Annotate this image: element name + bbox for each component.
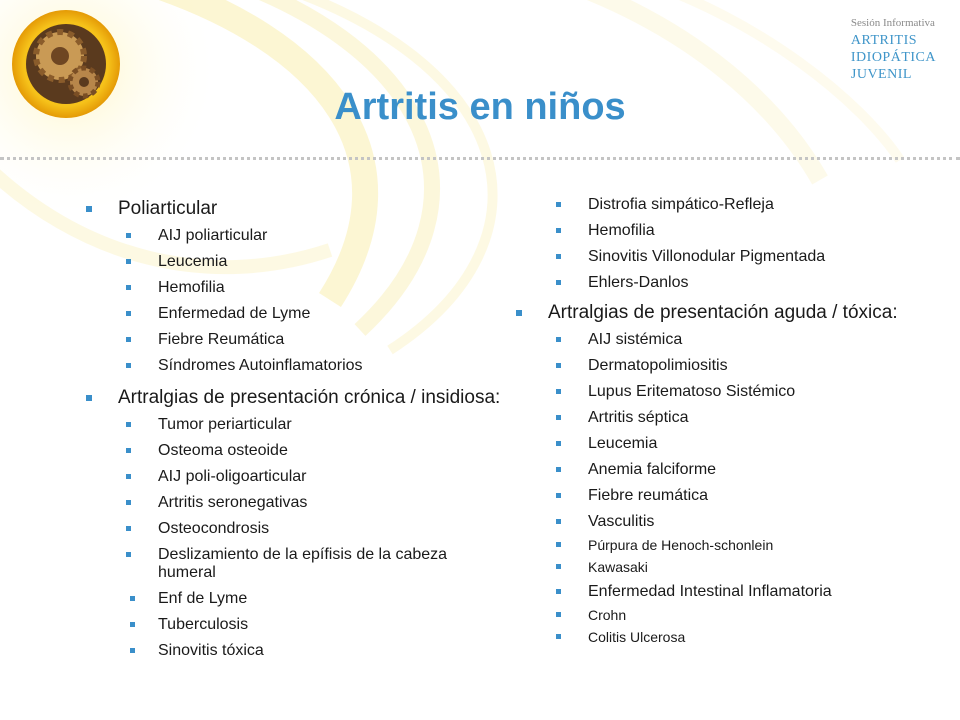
list-item: [126, 546, 506, 582]
bullet-icon: [556, 337, 561, 342]
list-item-text: Colitis Ulcerosa: [588, 629, 686, 645]
slide-title: Artritis en niños: [334, 86, 626, 128]
list-item-text: Enfermedad de Lyme: [158, 305, 311, 322]
list-item: [126, 442, 506, 460]
list-item-text: Hemofilia: [588, 222, 655, 239]
topic-line-1: ARTRITIS: [850, 33, 918, 48]
right-column: [516, 194, 936, 645]
list-item: [556, 331, 936, 349]
list-item: [556, 559, 936, 575]
bullet-icon: [126, 552, 131, 557]
list-item: [556, 513, 936, 531]
bullet-icon: [126, 311, 131, 316]
bullet-icon: [126, 474, 131, 479]
list-item-text: Síndromes Autoinflamatorios: [158, 357, 363, 374]
list-item-text: Vasculitis: [588, 513, 655, 530]
list-item: [556, 537, 936, 553]
list-item-text: Tumor periarticular: [158, 416, 292, 433]
bullet-icon: [126, 285, 131, 290]
bullet-icon: [556, 519, 561, 524]
list-item-text: Enfermedad Intestinal Inflamatoria: [588, 583, 832, 600]
list-item-text: Leucemia: [158, 253, 228, 270]
list-item-text: AIJ poli-oligoarticular: [158, 468, 307, 485]
bullet-icon: [556, 467, 561, 472]
list-item: [86, 198, 506, 219]
list-item: [516, 302, 936, 323]
list-item-text: Anemia falciforme: [588, 461, 717, 478]
list-item: [556, 222, 936, 240]
group-label-poliarticular: Poliarticular: [118, 198, 218, 219]
list-item-text: Kawasaki: [588, 559, 648, 575]
bullet-icon: [556, 493, 561, 498]
list-item-text: Distrofia simpático-Refleja: [588, 196, 774, 213]
list-item: [126, 331, 506, 349]
list-item: [556, 629, 936, 645]
list-item: [556, 383, 936, 401]
bullet-icon: [556, 254, 561, 259]
list-item-text: Osteoma osteoide: [158, 442, 288, 459]
list-item-text: Leucemia: [588, 435, 658, 452]
list-item-text: Crohn: [588, 607, 627, 623]
bullet-icon: [556, 280, 561, 285]
list-item-text: Fiebre reumática: [588, 487, 709, 504]
list-item-text: Fiebre Reumática: [158, 331, 285, 348]
bullet-icon: [556, 389, 561, 394]
list-item: [126, 520, 506, 538]
list-item: [126, 416, 506, 434]
left-column: [86, 194, 506, 660]
list-item-text: Ehlers-Danlos: [588, 274, 689, 291]
bullet-icon: [130, 648, 135, 653]
group-label-aguda: Artralgias de presentación aguda / tóxica:: [548, 302, 898, 323]
list-item-text: Sinovitis tóxica: [158, 642, 264, 659]
list-item: [126, 279, 506, 297]
list-item: [126, 253, 506, 271]
list-item: [126, 468, 506, 486]
list-item-text: Lupus Eritematoso Sistémico: [588, 383, 796, 400]
bullet-icon: [126, 363, 131, 368]
list-item: [556, 274, 936, 292]
bullet-icon: [556, 202, 561, 207]
list-item: [130, 642, 506, 660]
list-item-text: Artritis séptica: [588, 409, 689, 426]
list-item-text: Osteocondrosis: [158, 520, 270, 537]
list-item-text: Púrpura de Henoch-schonlein: [588, 537, 774, 553]
list-item: [126, 494, 506, 512]
bullet-icon: [556, 415, 561, 420]
list-item-text: Artritis seronegativas: [158, 494, 308, 511]
list-item-text: Hemofilia: [158, 279, 225, 296]
bullet-icon: [126, 500, 131, 505]
list-item: [556, 607, 936, 623]
bullet-icon: [126, 233, 131, 238]
title-divider: [0, 157, 960, 160]
list-item: [126, 305, 506, 323]
group-label-cronica: Artralgias de presentación crónica / insidiosa:: [118, 387, 501, 408]
list-item-text: AIJ poliarticular: [158, 227, 268, 244]
bullet-icon: [130, 596, 135, 601]
bullet-icon: [126, 422, 131, 427]
topic-line-3: JUVENIL: [850, 67, 912, 82]
bullet-icon: [556, 228, 561, 233]
bullet-icon: [86, 395, 92, 401]
bullet-icon: [556, 589, 561, 594]
list-item: [556, 435, 936, 453]
list-item-text: Deslizamiento de la epífisis de la cabeza humeral: [158, 546, 448, 581]
list-item: [556, 357, 936, 375]
list-item: [130, 616, 506, 634]
bullet-icon: [556, 612, 561, 617]
bullet-icon: [556, 441, 561, 446]
list-item: [556, 196, 936, 214]
bullet-icon: [516, 310, 522, 316]
session-label: Sesión Informativa: [850, 17, 935, 29]
bullet-icon: [86, 206, 92, 212]
list-item: [556, 583, 936, 601]
list-item: [556, 461, 936, 479]
list-item: [556, 248, 936, 266]
list-item-text: Sinovitis Villonodular Pigmentada: [588, 248, 826, 265]
list-item: [86, 387, 506, 408]
list-item-text: Tuberculosis: [158, 616, 249, 633]
bullet-icon: [556, 363, 561, 368]
bullet-icon: [556, 634, 561, 639]
list-item-text: Dermatopolimiositis: [588, 357, 728, 374]
list-item-text: AIJ sistémica: [588, 331, 683, 348]
list-item: [126, 227, 506, 245]
list-item: [126, 357, 506, 375]
list-item: [556, 409, 936, 427]
bullet-icon: [556, 564, 561, 569]
bullet-icon: [126, 259, 131, 264]
bullet-icon: [126, 337, 131, 342]
list-item: [556, 487, 936, 505]
bullet-icon: [556, 542, 561, 547]
list-item-text: Enf de Lyme: [158, 590, 248, 607]
bullet-icon: [126, 526, 131, 531]
session-tag: [851, 15, 936, 83]
bullet-icon: [130, 622, 135, 627]
list-item: [130, 590, 506, 608]
bullet-icon: [126, 448, 131, 453]
topic-line-2: IDIOPÁTICA: [850, 50, 936, 65]
